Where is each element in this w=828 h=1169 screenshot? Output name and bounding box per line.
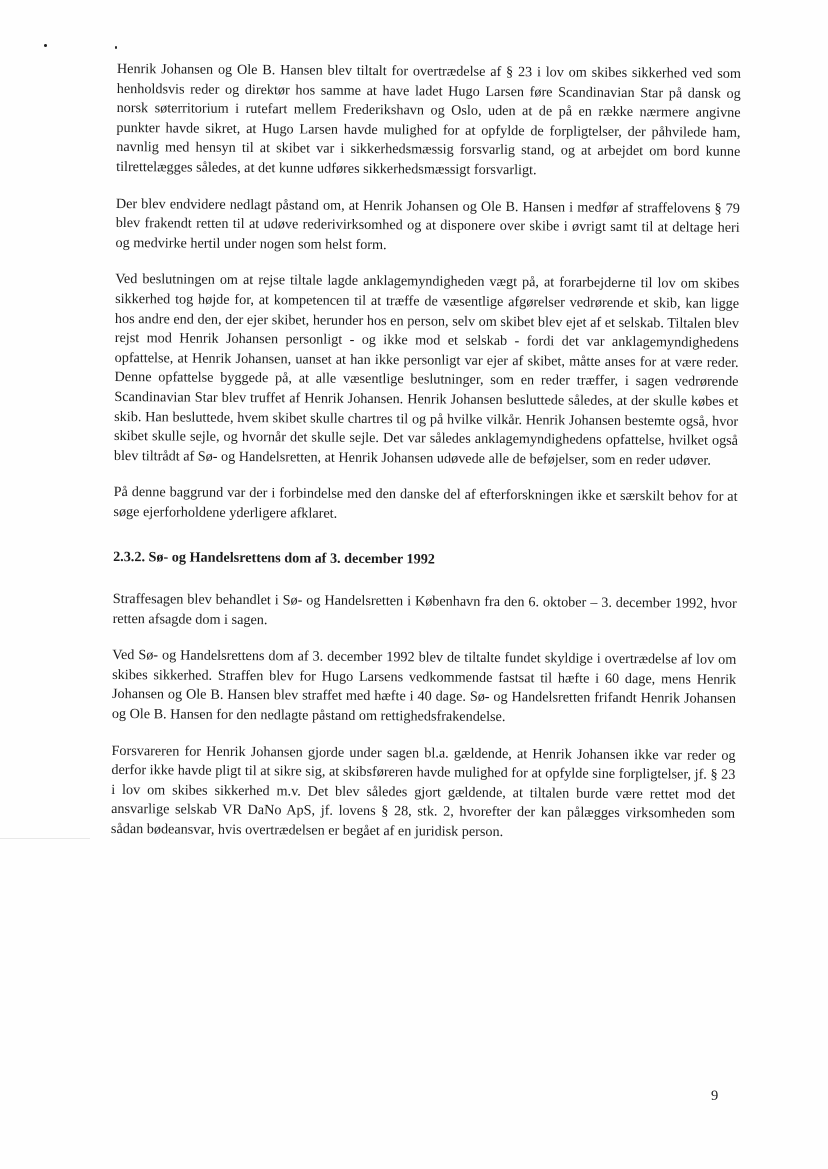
- paragraph-charges: Henrik Johansen og Ole B. Hansen blev tiltalt for overtrædelse af § 23 i lov om skibes sikkerhed ved som henholdsvis reder og direktør hos samme at have ladet Hugo Larsen føre Scandinavian Star på dansk og norsk søterritorium i rutefart mellem Frederikshavn og Oslo, uden at de på en række nærmere angivne punkter havde sikret, at Hugo Larsen havde mulighed for at opfylde de forpligtelser, der påhvilede ham, navnlig med hensyn til at skibet var i sikkerhedsmæssig forsvarlig stand, og at arbejdet om bord kunne tilrettelægges således, at det kunne udføres sikkerhedsmæssigt forsvarligt.: [116, 60, 741, 179]
- scan-speck: [44, 44, 47, 47]
- paragraph-prosecution-reasoning: Ved beslutningen om at rejse tiltale lagde anklagemyndigheden vægt på, at forarbejderne til lov om skibes sikkerhed tog højde for, at kompetencen til at træffe de væsentlige afgørelser vedrørende et skib, kan ligge hos andre end den, der ejer skibet, herunder hos en person, selv om skibet blev ejet af et selskab. Tiltalen blev rejst mod Henrik Johansen personligt - og ikke mod et selskab - fordi det var anklagemyndighedens opfattelse, at Henrik Johansen, uanset at han ikke personligt var ejer af skibet, måtte anses for at være reder. Denne opfattelse byggede på, at alle væsentlige beslutninger, som en reder træffer, i sagen vedrørende Scandinavian Star blev truffet af Henrik Johansen. Henrik Johansen besluttede således, at der skulle købes et skib. Han besluttede, hvem skibet skulle chartres til og på hvilke vilkår. Henrik Johansen bestemte også, hvor skibet skulle sejle, og hvornår det skulle sejle. Det var således anklagemyndighedens opfattelse, hvilket også blev tiltrådt af Sø- og Handelsretten, at Henrik Johansen udøvede alle de beføjelser, som en reder udøver.: [113, 271, 740, 469]
- section-heading: 2.3.2. Sø- og Handelsrettens dom af 3. december 1992: [113, 549, 435, 568]
- paragraph-disqualification-claim: Der blev endvidere nedlagt påstand om, at Henrik Johansen og Ole B. Hansen i medfør af straffelovens § 79 blev frakendt retten til at udøve rederivirksomhed og at disponere over skibe i øvrigt samt til at deltage heri og medvirke hertil under nogen som helst form.: [115, 195, 740, 253]
- paragraph-trial-dates: Straffesagen blev behandlet i Sø- og Handelsretten i København fra den 6. oktober – 3. december 1992, hvor retten afsagde dom i sagen.: [112, 591, 737, 628]
- paragraph-ownership-background: På denne baggrund var der i forbindelse med den danske del af efterforskningen ikke et særskilt behov for at søge ejerforholdene yderligere afklaret.: [113, 484, 738, 522]
- page-number: 9: [711, 1088, 719, 1104]
- document-body: [111, 60, 741, 861]
- scan-artifact-line: [0, 838, 90, 839]
- scan-speck: [115, 46, 117, 49]
- paragraph-defense-argument: Forsvareren for Henrik Johansen gjorde under sagen bl.a. gældende, at Henrik Johansen ikke var reder og derfor ikke havde pligt til at sikre sig, at skibsføreren havde mulighed for at opfylde sine forpligtelser, jf. § 23 i lov om skibes sikkerhed m.v. Det blev således gjort gældende, at tiltalen burde være rettet mod det ansvarlige selskab VR DaNo ApS, jf. lovens § 28, stk. 2, hvorefter der kan pålægges virksomheden som sådan bødeansvar, hvis overtrædelsen er begået af en juridisk person.: [110, 742, 736, 841]
- paragraph-verdict: Ved Sø- og Handelsrettens dom af 3. december 1992 blev de tiltalte fundet skyldige i overtrædelse af lov om skibes sikkerhed. Straffen blev for Hugo Larsens vedkommende fastsat til hæfte i 60 dage, mens Henrik Johansen og Ole B. Hansen blev straffet med hæfte i 40 dage. Sø- og Handelsretten frifandt Henrik Johansen og Ole B. Hansen for den nedlagte påstand om rettighedsfrakendelse.: [111, 647, 737, 726]
